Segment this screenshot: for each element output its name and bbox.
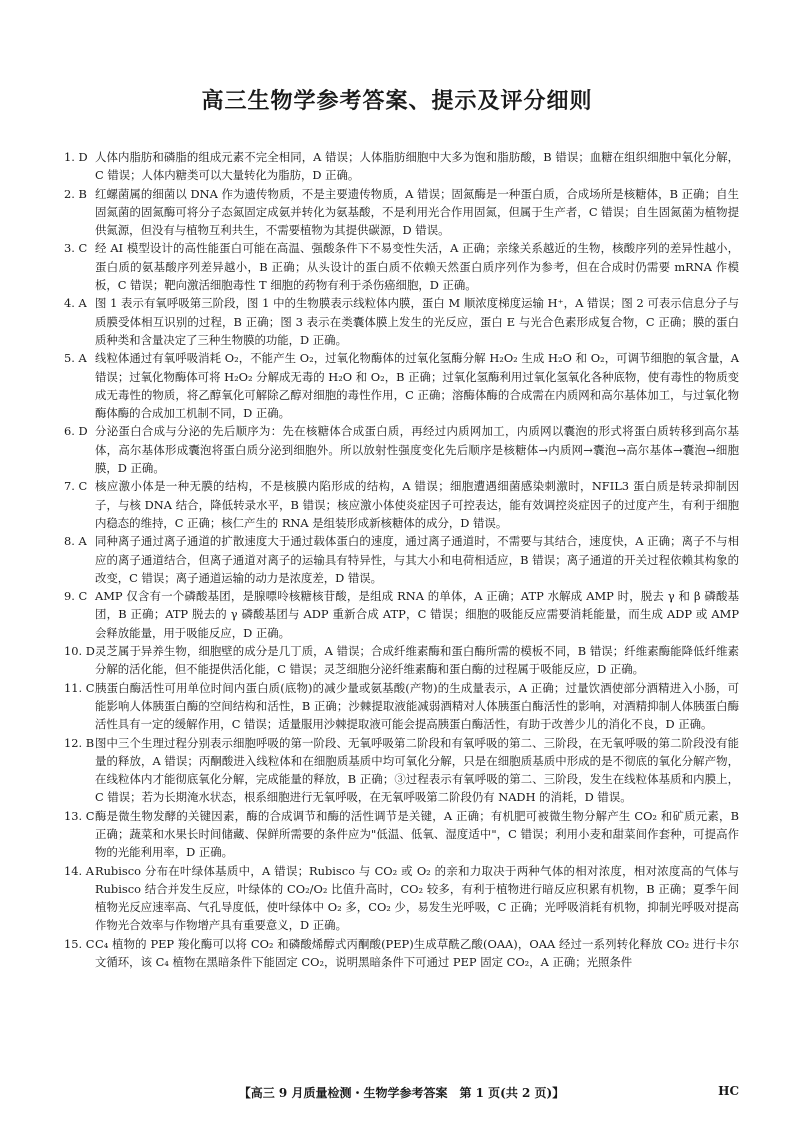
answer-number: 11. C [64, 680, 95, 695]
answer-explanation: 红螺菌属的细菌以 DNA 作为遗传物质，不是主要遗传物质，A 错误；固氮酶是一种蛋白质，合成场所是核糖体，B 正确；自生固氮菌的固氮酶可将分子态氮固定成氨并转化为氨基酸，不是利用光合作用固氮，但属于生产者，C 错误；自生固氮菌为植物提供氮源，但没有与植物互利共生，不需要植物为其提供碳源，D 错误。 [95, 186, 739, 238]
answer-item [64, 862, 739, 935]
answer-item [64, 422, 739, 477]
answer-list [64, 148, 739, 971]
answer-number: 4. A [64, 296, 87, 311]
answer-explanation: 线粒体通过有氧呼吸消耗 O₂，不能产生 O₂，过氧化物酶体的过氧化氢酶分解 H₂O₂ 生成 H₂O 和 O₂，可调节细胞的氧含量，A 错误；过氧化物酶体可将 H₂O₂ 分解成无毒的 H₂O 和 O₂，B 正确；过氧化氢酶利用过氧化氢氧化各种底物，使有毒性的物质变成无毒性的物质，将乙醇氧化可解除乙醇对细胞的毒性作用，C 正确；溶酶体酶的合成需在内质网和高尔基体加工，与过氧化物酶体酶的合成加工机制不同，D 正确。 [95, 351, 739, 421]
footer-page-info: 【高三 9 月质量检测・生物学参考答案 第 1 页(共 2 页)】 [238, 1086, 565, 1100]
answer-item [64, 642, 739, 679]
answer-item [64, 935, 739, 972]
answer-explanation: 分泌蛋白合成与分泌的先后顺序为：先在核糖体合成蛋白质，再经过内质网加工，内质网以囊泡的形式将蛋白质转移到高尔基体，高尔基体形成囊泡将蛋白质分泌到细胞外。所以放射性强度变化先后顺序是核糖体→内质网→囊泡→高尔基体→囊泡→细胞膜，D 正确。 [95, 424, 739, 476]
answer-item [64, 148, 739, 185]
answer-explanation: Rubisco 分布在叶绿体基质中，A 错误；Rubisco 与 CO₂ 或 O₂ 的亲和力取决于两种气体的相对浓度，相对浓度高的气体与 Rubisco 结合并发生反应，叶绿体的 CO₂/O₂ 比值升高时，CO₂ 较多，有利于植物进行暗反应积累有机物，B 正确；夏季午间植物光反应速率高、气孔导度低，使叶绿体中 O₂ 多，CO₂ 少，易发生光呼吸，C 正确；光呼吸消耗有机物，抑制光呼吸对提高作物光合效率与作物增产具有重要意义，D 正确。 [95, 863, 739, 933]
answer-number: 12. B [64, 735, 95, 750]
answer-explanation: 经 AI 模型设计的高性能蛋白可能在高温、强酸条件下不易变性失活，A 正确；亲缘关系越近的生物，核酸序列的差异性越小，蛋白质的氨基酸序列差异越小，B 正确；从头设计的蛋白质不依赖天然蛋白质序列作为参考，但在合成时仍需要 mRNA 作模板，C 错误；靶向激活细胞毒性 T 细胞的药物有利于杀伤癌细胞，D 正确。 [95, 241, 739, 293]
answer-explanation: 图中三个生理过程分别表示细胞呼吸的第一阶段、无氧呼吸第二阶段和有氧呼吸的第二、三阶段，在无氧呼吸的第二阶段没有能量的释放，A 错误；丙酮酸进入线粒体和在细胞质基质中均可氧化分解，只是在细胞质基质中形成的是不彻底的氧化分解产物，在线粒体内才能彻底氧化分解，完成能量的释放，B 正确；③过程表示有氧呼吸的第二、三阶段，发生在线粒体基质和内膜上，C 错误；若为长期淹水状态，根系细胞进行无氧呼吸，在无氧呼吸第二阶段仍有 NADH 的消耗，D 错误。 [95, 735, 739, 805]
answer-item [64, 734, 739, 807]
answer-number: 9. C [64, 589, 88, 604]
answer-number: 5. A [64, 351, 87, 366]
footer-code: HC [718, 1084, 739, 1098]
answer-explanation: 酶是微生物发酵的关键因素，酶的合成调节和酶的活性调节是关键，A 正确；有机肥可被微生物分解产生 CO₂ 和矿质元素，B 正确；蔬菜和水果长时间储藏、保鲜所需要的条件应为"低温、低氧、湿度适中"，C 错误；利用小麦和甜菜间作套种，可提高作物的光能利用率，D 正确。 [95, 808, 739, 860]
answer-number: 6. D [64, 424, 88, 439]
answer-explanation: 胰蛋白酶活性可用单位时间内蛋白质(底物)的减少量或氨基酸(产物)的生成量表示，A 正确；过量饮酒使部分酒精进入小肠，可能影响人体胰蛋白酶的空间结构和活性，B 正确；沙棘提取液能减弱酒精对人体胰蛋白酶活性的影响，对酒精抑制人体胰蛋白酶活性具有一定的缓解作用，C 错误；适量服用沙棘提取液可能会提高胰蛋白酶活性，有助于改善少儿的消化不良，D 正确。 [95, 680, 739, 732]
answer-item [64, 349, 739, 422]
answer-number: 8. A [64, 534, 87, 549]
answer-explanation: AMP 仅含有一个磷酸基团，是腺嘌呤核糖核苷酸，是组成 RNA 的单体，A 正确；ATP 水解成 AMP 时，脱去 γ 和 β 磷酸基团，B 正确；ATP 脱去的 γ 磷酸基团与 ADP 重新合成 ATP，C 错误；细胞的吸能反应需要消耗能量，而生成 ADP 或 AMP 会释放能量，用于吸能反应，D 正确。 [95, 589, 739, 640]
answer-number: 7. C [64, 479, 88, 494]
answer-item [64, 587, 739, 642]
answer-number: 15. C [64, 936, 95, 951]
answer-item [64, 185, 739, 240]
answer-item [64, 679, 739, 734]
answer-item [64, 532, 739, 587]
answer-item [64, 477, 739, 532]
answer-explanation: 同种离子通过离子通道的扩散速度大于通过载体蛋白的速度，通过离子通道时，不需要与其结合，速度快，A 正确；离子不与相应的离子通道结合，但离子通道对离子的运输具有特异性，与其大小和电荷相适应，B 错误；离子通道的开关过程依赖其构象的改变，C 错误；离子通道运输的动力是浓度差，D 错误。 [95, 534, 739, 585]
answer-number: 1. D [64, 150, 88, 164]
answer-explanation: 图 1 表示有氧呼吸第三阶段，图 1 中的生物膜表示线粒体内膜，蛋白 M 顺浓度梯度运输 H⁺，A 错误；图 2 可表示信息分子与质膜受体相互识别的过程，B 正确；图 3 表示在类囊体膜上发生的光反应，蛋白 E 与光合色素形成复合物，C 正确；膜的蛋白质种类和含量决定了三种生物膜的功能，D 正确。 [95, 296, 739, 347]
page-footer [64, 1084, 739, 1101]
answer-item [64, 294, 739, 349]
answer-explanation: 核应激小体是一种无膜的结构，不是核膜内陷形成的结构，A 错误；细胞遭遇细菌感染刺激时，NFIL3 蛋白质是转录抑制因子，与核 DNA 结合，降低转录水平，B 错误；核应激小体使炎症因子可控表达，能有效调控炎症因子的过度产生，有利于细胞内稳态的维持，C 正确；核仁产生的 RNA 是组装形成新核糖体的成分，D 错误。 [95, 479, 739, 530]
answer-explanation: C₄ 植物的 PEP 羧化酶可以将 CO₂ 和磷酸烯醇式丙酮酸(PEP)生成草酰乙酸(OAA)，OAA 经过一系列转化释放 CO₂ 进行卡尔文循环，该 C₄ 植物在黑暗条件下能固定 CO₂，说明黑暗条件下可通过 PEP 固定 CO₂，A 正确；光照条件 [95, 936, 739, 970]
answer-item [64, 239, 739, 294]
answer-item [64, 807, 739, 862]
answer-number: 13. C [64, 808, 95, 823]
answer-number: 14. A [64, 863, 94, 878]
answer-explanation: 灵芝属于异养生物，细胞壁的成分是几丁质，A 错误；合成纤维素酶和蛋白酶所需的模板不同，B 错误；纤维素酶能降低纤维素分解的活化能，但不能提供活化能，C 错误；灵芝细胞分泌纤维素酶和蛋白酶的过程属于吸能反应，D 正确。 [95, 644, 739, 677]
answer-number: 2. B [64, 186, 87, 201]
page-title: 高三生物学参考答案、提示及评分细则 [201, 89, 593, 114]
answer-number: 10. D [64, 644, 95, 659]
answer-number: 3. C [64, 241, 88, 256]
answer-explanation: 人体内脂肪和磷脂的组成元素不完全相同，A 错误；人体脂肪细胞中大多为饱和脂肪酸，B 错误；血糖在组织细胞中氧化分解，C 错误；人体内糖类可以大量转化为脂肪，D 正确。 [95, 150, 739, 183]
